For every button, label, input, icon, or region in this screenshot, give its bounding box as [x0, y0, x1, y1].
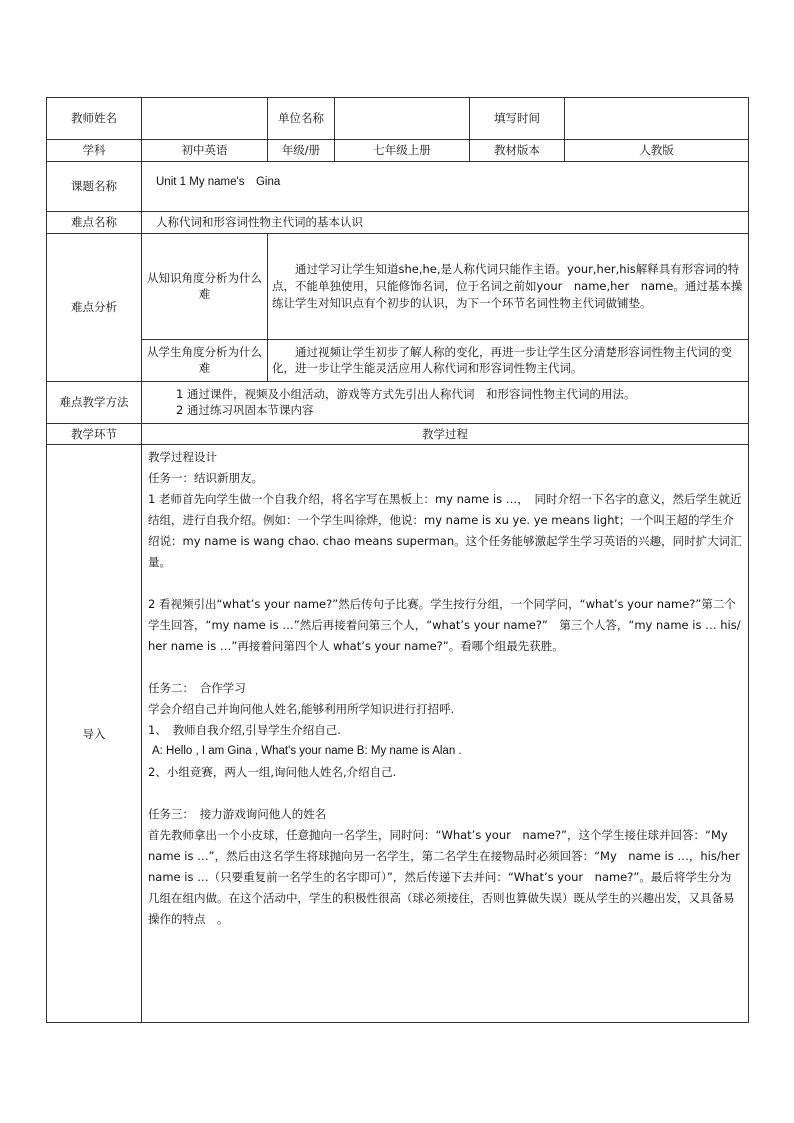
teacher-name-value	[142, 98, 268, 140]
task1-title: 任务一：结识新朋友。	[148, 471, 263, 486]
analysis-label: 难点分析	[47, 233, 142, 381]
student-angle-label: 从学生角度分析为什么难	[142, 339, 268, 381]
knowledge-angle-text: 通过学习让学生知道she,he,是人称代词只能作主语。your,her,his解释具有形容词的特点，不能单独使用，只能修饰名词，位于名词之前如your name,her name。通过基本操练让学生对知识点有个初步的认识，为下一个环节名词性物主代词做铺垫。	[272, 262, 743, 310]
task3-paragraph-1: 首先教师拿出一个小皮球，任意抛向一名学生，同时问：“What’s your name?”，这个学生接住球并回答：“My name is …”，然后由这名学生将球抛向另一名学生，第二名学生在接物品时必须回答：“My name is …，his/her name is …（只要重复前一名学生的名字即可）”，然后传递下去并问：“What’s your name?”。最后将学生分为几组在组内做。在这个活动中，学生的积极性很高（球必须接住，否则也算做失误）既从学生的兴趣出发，又具备易操作的特点 。	[148, 828, 752, 927]
knowledge-angle-label: 从知识角度分析为什么难	[142, 233, 268, 339]
phase-header-row	[47, 423, 749, 445]
process-label: 教学过程	[142, 423, 749, 445]
info-row	[47, 140, 749, 162]
knowledge-analysis-row	[47, 233, 749, 339]
task2-paragraph-4: 2、小组竞赛，两人一组,询问他人姓名,介绍自己.	[148, 765, 397, 780]
fill-date-value	[565, 98, 749, 140]
method-item-2: 2 通过练习巩固本节课内容	[176, 403, 314, 418]
intro-content	[142, 445, 752, 1023]
difficulty-label: 难点名称	[47, 211, 142, 233]
unit-name-value	[335, 98, 470, 140]
grade-value: 七年级上册	[335, 140, 470, 162]
intro-row	[47, 445, 749, 1023]
intro-label: 导入	[47, 445, 142, 1023]
unit-name-label: 单位名称	[268, 98, 335, 140]
design-title: 教学过程设计	[148, 450, 217, 465]
task2-paragraph-2: 1、 教师自我介绍,引导学生介绍自己.	[148, 723, 341, 738]
lesson-title-label: 课题名称	[47, 161, 142, 211]
task3-title: 任务三： 接力游戏询问他人的姓名	[148, 807, 327, 822]
method-cell	[142, 381, 749, 423]
student-angle-cell	[268, 339, 749, 381]
task1-paragraph-1: 1 老师首先向学生做一个自我介绍，将名字写在黑板上：my name is …， 同时介绍一下名字的意义，然后学生就近结组，进行自我介绍。例如：一个学生叫徐烨，他说：my name is xu ye. ye means light；一个叫王超的学生介绍说：my name is wang chao. chao means superman。这个任务能够激起学生学习英语的兴趣，同时扩大词汇量。	[148, 492, 742, 570]
task2-title: 任务二： 合作学习	[148, 681, 246, 696]
edition-value: 人教版	[565, 140, 749, 162]
difficulty-value: 人称代词和形容词性物主代词的基本认识	[142, 211, 749, 233]
spacer	[148, 573, 742, 594]
task2-paragraph-1: 学会介绍自己并询问他人姓名,能够利用所学知识进行打招呼.	[148, 702, 455, 717]
task2-dialogue: A: Hello , I am Gina , What's your name B: My name is Alan .	[152, 745, 462, 758]
spacer	[148, 783, 742, 804]
header-row	[47, 98, 749, 140]
teacher-name-label: 教师姓名	[47, 98, 142, 140]
spacer	[148, 657, 742, 678]
student-angle-text: 通过视频让学生初步了解人称的变化，再进一步让学生区分清楚形容词性物主代词的变化，进一步让学生能灵活应用人称代词和形容词性物主代词。	[272, 344, 732, 376]
difficulty-row	[47, 211, 749, 233]
grade-label: 年级/册	[268, 140, 335, 162]
lesson-plan-table	[46, 97, 752, 1023]
phase-label: 教学环节	[47, 423, 142, 445]
edition-label: 教材版本	[470, 140, 565, 162]
method-label: 难点教学方法	[47, 381, 142, 423]
method-item-1: 1 通过课件，视频及小组活动，游戏等方式先引出人称代词 和形容词性物主代词的用法。	[176, 386, 636, 401]
lesson-title-value: Unit 1 My name's Gina	[142, 161, 749, 211]
lesson-title-row	[47, 161, 749, 211]
fill-date-label: 填写时间	[470, 98, 565, 140]
task1-paragraph-2: 2 看视频引出“what’s your name?”然后传句子比赛。学生按行分组，一个同学问，“what’s your name?”第二个学生回答，“my name is …”然后再接着问第三个人，“what’s your name?” 第三个人答，“my name is … his/ her name is …”再接着问第四个人 what’s your name?”。看哪个组最先获胜。	[148, 597, 741, 654]
subject-label: 学科	[47, 140, 142, 162]
knowledge-angle-cell	[268, 233, 749, 339]
method-row	[47, 381, 749, 423]
student-analysis-row	[47, 339, 749, 381]
subject-value: 初中英语	[142, 140, 268, 162]
